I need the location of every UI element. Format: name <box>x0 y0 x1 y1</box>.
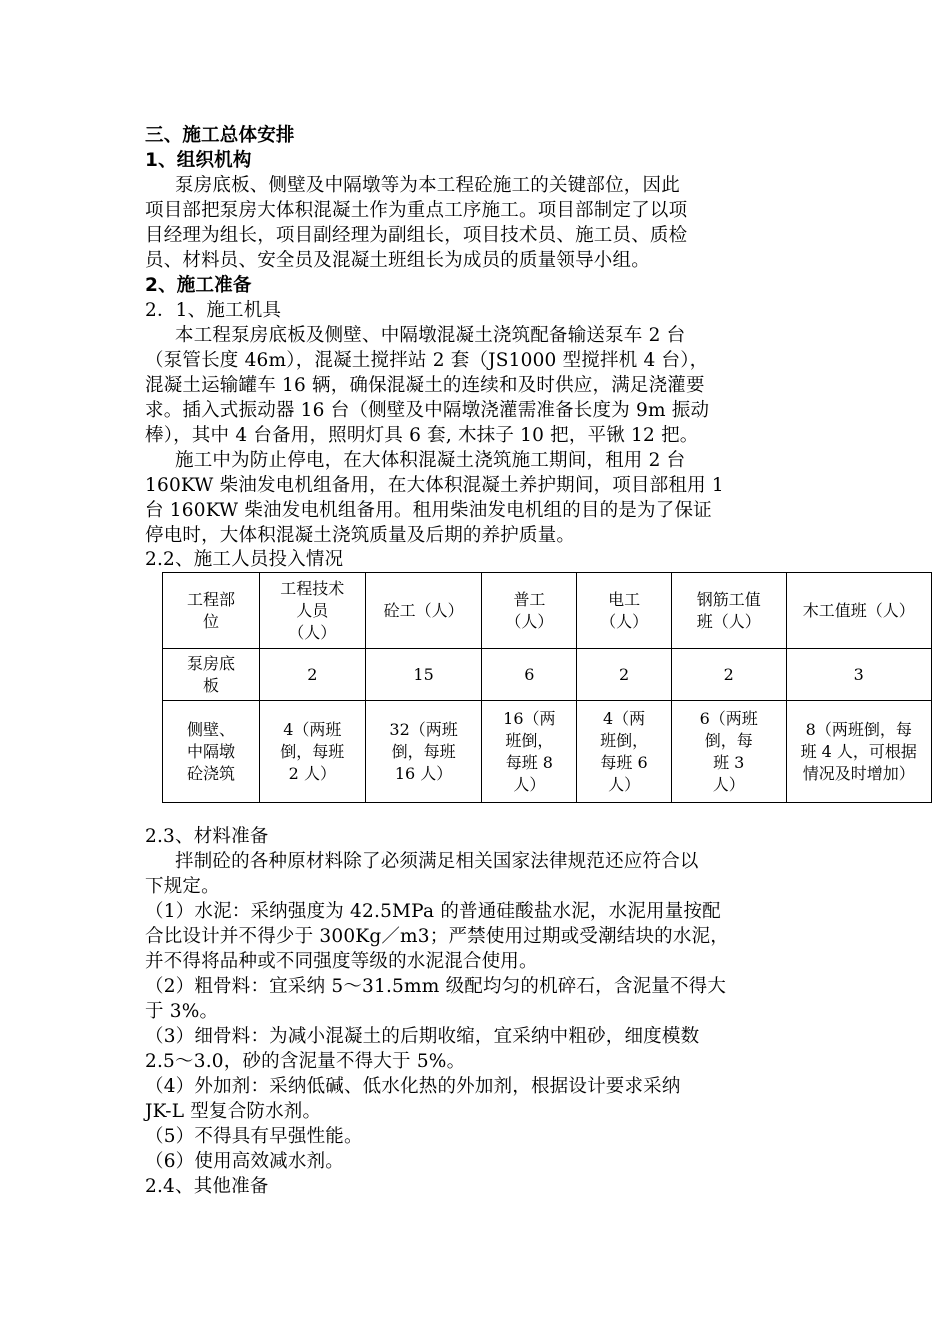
cell-text-line: 砼工（人） <box>383 600 464 620</box>
cell-text-line: 倒，每班 <box>391 741 456 761</box>
materials-item-line: （5）不得具有早强性能。 <box>145 1126 363 1147</box>
cell-text-line: 班倒， <box>505 730 554 750</box>
cell-text-line: 2 人） <box>288 763 336 783</box>
cell-text-line: 15 <box>413 664 434 684</box>
table-cell <box>365 701 482 803</box>
cell-text-line: 每班 6 <box>600 752 648 772</box>
cell-text-line: 3 <box>853 664 864 684</box>
generator-paragraph-line: 160KW 柴油发电机组备用，在大体积混凝土养护期间，项目部租用 1 <box>145 475 724 496</box>
cell-text-line: （人） <box>288 622 337 642</box>
generator-paragraph-line: 台 160KW 柴油发电机组备用。租用柴油发电机组的目的是为了保证 <box>145 500 712 521</box>
table-cell <box>163 701 260 803</box>
materials-heading: 2.3、材料准备 <box>145 826 269 847</box>
materials-item-line: 于 3%。 <box>145 1001 219 1022</box>
cell-text-line: 普工 <box>513 589 546 609</box>
generator-paragraph-line: 停电时，大体积混凝土浇筑质量及后期的养护质量。 <box>145 525 576 546</box>
cell-text-line: 工程部 <box>186 589 235 609</box>
cell-text-line: 泵房底 <box>186 653 235 673</box>
materials-item-line: （4）外加剂：采纳低碱、低水化热的外加剂，根据设计要求采纳 <box>145 1076 681 1097</box>
cell-text-line: 板 <box>202 675 219 695</box>
cell-text-line: 32（两班 <box>389 719 458 739</box>
cell-text-line: 电工 <box>608 589 641 609</box>
machinery-paragraph-line: 本工程泵房底板及侧壁、中隔墩混凝土浇筑配备输送泵车 2 台 <box>175 325 686 346</box>
cell-text-line: 人） <box>513 774 546 794</box>
cell-text-line: 砼浇筑 <box>186 763 235 783</box>
org-heading: 1、组织机构 <box>145 150 252 171</box>
cell-text-line: 16（两 <box>503 708 556 728</box>
other-prep-heading: 2.4、其他准备 <box>145 1176 269 1197</box>
table-header-cell <box>577 573 672 649</box>
machinery-heading: 2．1、施工机具 <box>145 300 282 321</box>
table-row <box>163 649 932 701</box>
org-paragraph-line: 员、材料员、安全员及混凝土班组长为成员的质量领导小组。 <box>145 250 650 271</box>
cell-text-line: 人员 <box>296 600 329 620</box>
table-cell <box>786 649 931 701</box>
cell-text-line: 8（两班倒，每 <box>805 719 912 739</box>
cell-text-line: 每班 8 <box>505 752 553 772</box>
table-header-cell <box>365 573 482 649</box>
cell-text-line: 4（两班 <box>283 719 342 739</box>
machinery-paragraph-line: 求。插入式振动器 16 台（侧壁及中隔墩浇灌需准备长度为 9m 振动 <box>145 400 710 421</box>
table-cell <box>482 649 577 701</box>
table-cell <box>577 701 672 803</box>
materials-paragraph-line: 拌制砼的各种原材料除了必须满足相关国家法律规范还应符合以 <box>175 851 699 872</box>
machinery-paragraph-line: 棒），其中 4 台备用，照明灯具 6 套, 木抹子 10 把，平锹 12 把。 <box>145 425 699 446</box>
table-cell <box>365 649 482 701</box>
table-row <box>163 701 932 803</box>
section-title: 三、施工总体安排 <box>145 125 295 146</box>
cell-text-line: 情况及时增加） <box>802 763 915 783</box>
cell-text-line: 工程技术 <box>280 578 345 598</box>
table-cell <box>482 701 577 803</box>
org-paragraph-line: 泵房底板、侧壁及中隔墩等为本工程砼施工的关键部位，因此 <box>175 175 680 196</box>
cell-text-line: 侧壁、 <box>186 719 235 739</box>
cell-text-line: 6（两班 <box>699 708 758 728</box>
cell-text-line: 16 人） <box>394 763 453 783</box>
materials-item-line: 2.5～3.0，砂的含泥量不得大于 5%。 <box>145 1051 466 1072</box>
cell-text-line: 2 <box>618 664 630 684</box>
cell-text-line: 6 <box>524 664 535 684</box>
cell-text-line: 倒，每班 <box>280 741 345 761</box>
table-header-cell <box>671 573 786 649</box>
cell-text-line: 位 <box>202 611 219 631</box>
table-cell <box>163 649 260 701</box>
cell-text-line: 班 3 <box>713 752 745 772</box>
staffing-heading: 2.2、施工人员投入情况 <box>145 549 344 570</box>
table-cell <box>786 701 931 803</box>
materials-item-line: 合比设计并不得少于 300Kg／m3；严禁使用过期或受潮结块的水泥， <box>145 926 729 947</box>
cell-text-line: （人） <box>505 611 554 631</box>
table-header-row <box>163 573 932 649</box>
org-paragraph-line: 项目部把泵房大体积混凝土作为重点工序施工。项目部制定了以项 <box>145 200 688 221</box>
cell-text-line: 人） <box>608 774 641 794</box>
cell-text-line: 钢筋工值 <box>696 589 761 609</box>
machinery-paragraph-line: （泵管长度 46m），混凝土搅拌站 2 套（JS1000 型搅拌机 4 台）， <box>145 350 709 371</box>
cell-text-line: 中隔墩 <box>186 741 235 761</box>
cell-text-line: 倒，每 <box>704 730 753 750</box>
cell-text-line: 班 4 人，可根据 <box>800 741 917 761</box>
cell-text-line: 2 <box>723 664 734 684</box>
cell-text-line: 4（两 <box>602 708 646 728</box>
cell-text-line: （人） <box>600 611 649 631</box>
materials-paragraph-line: 下规定。 <box>145 876 220 897</box>
table-header-cell <box>163 573 260 649</box>
cell-text-line: 班（人） <box>696 611 761 631</box>
table-header-cell <box>786 573 931 649</box>
table-cell <box>671 701 786 803</box>
materials-item-line: （6）使用高效减水剂。 <box>145 1151 344 1172</box>
staffing-table <box>162 572 932 803</box>
materials-item-line: （1）水泥：采纳强度为 42.5MPa 的普通硅酸盐水泥，水泥用量按配 <box>145 901 721 922</box>
cell-text-line: 木工值班（人） <box>802 600 915 620</box>
materials-item-line: JK-L 型复合防水剂。 <box>145 1101 322 1122</box>
materials-item-line: 并不得将品种或不同强度等级的水泥混合使用。 <box>145 951 538 972</box>
table-cell <box>259 701 365 803</box>
table-cell <box>577 649 672 701</box>
generator-paragraph-line: 施工中为防止停电，在大体积混凝土浇筑施工期间，租用 2 台 <box>175 450 686 471</box>
cell-text-line: 人） <box>712 774 745 794</box>
org-paragraph-line: 目经理为组长，项目副经理为副组长，项目技术员、施工员、质检 <box>145 225 688 246</box>
cell-text-line: 2 <box>307 664 318 684</box>
table-header-cell <box>259 573 365 649</box>
machinery-paragraph-line: 混凝土运输罐车 16 辆，确保混凝土的连续和及时供应，满足浇灌要 <box>145 375 705 396</box>
materials-item-line: （2）粗骨料：宜采纳 5～31.5mm 级配均匀的机碎石，含泥量不得大 <box>145 976 727 997</box>
table-cell <box>671 649 786 701</box>
materials-item-line: （3）细骨料：为减小混凝土的后期收缩，宜采纳中粗砂，细度模数 <box>145 1026 700 1047</box>
table-cell <box>259 649 365 701</box>
table-header-cell <box>482 573 577 649</box>
prep-heading: 2、施工准备 <box>145 275 252 296</box>
cell-text-line: 班倒， <box>600 730 649 750</box>
